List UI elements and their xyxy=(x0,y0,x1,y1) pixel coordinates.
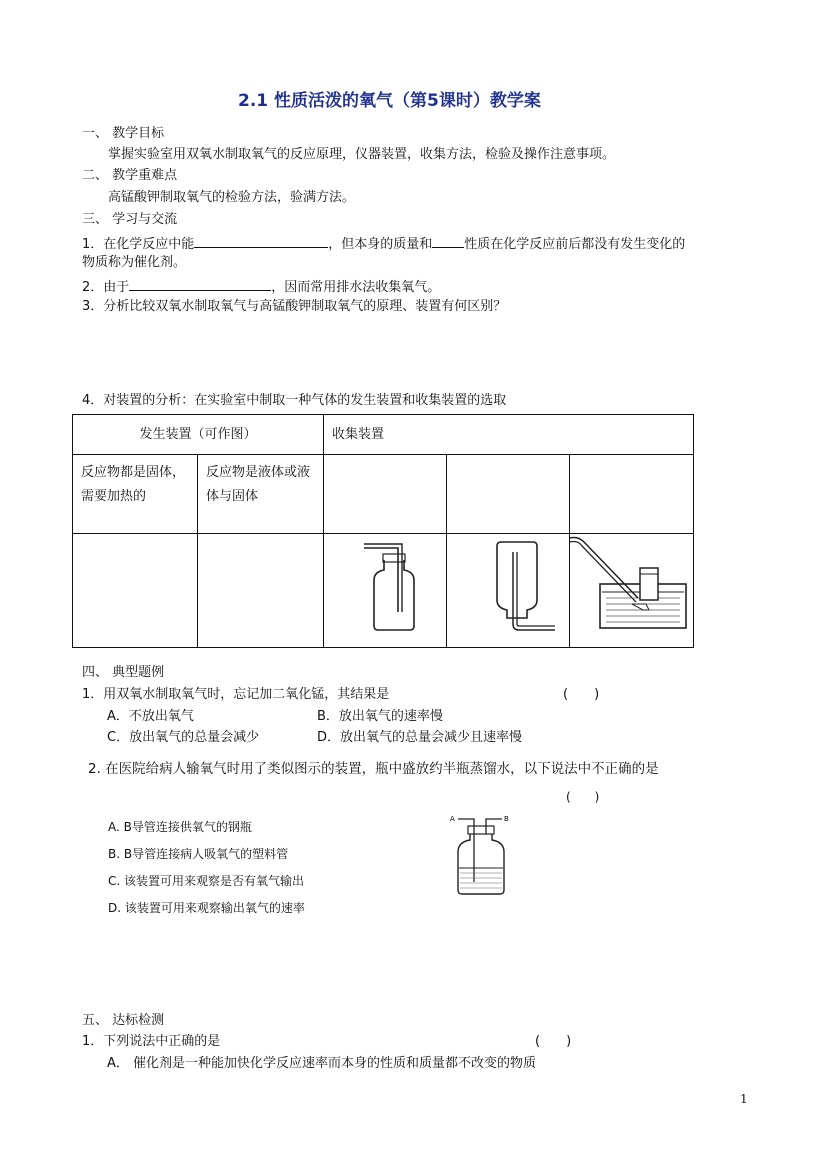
example-2-option-c: C. 该装置可用来观察是否有氧气输出 xyxy=(108,874,305,888)
tube-a-label: A xyxy=(450,815,455,823)
question-2-part-a: 2．由于 xyxy=(82,280,130,295)
question-1-line xyxy=(82,233,685,254)
question-1-part-c: 性质在化学反应前后都没有发生变化的 xyxy=(464,237,686,252)
example-1-option-d: D．放出氧气的总量会减少且速率慢 xyxy=(317,730,523,745)
tube-b-label: B xyxy=(504,815,509,823)
example-1-option-a: A．不放出氧气 xyxy=(107,709,194,724)
example-2-option-b: B. B导管连接病人吸氧气的塑料管 xyxy=(108,847,289,861)
example-2-option-a: A. B导管连接供氧气的钢瓶 xyxy=(108,820,252,834)
example-2-answer-bracket[interactable]: ( ) xyxy=(566,790,600,804)
generator-header: 发生装置（可作图） xyxy=(139,426,257,442)
downward-air-displacement-bottle-image xyxy=(447,534,569,638)
example-1-option-b: B．放出氧气的速率慢 xyxy=(317,709,443,724)
collector-cell xyxy=(324,455,447,534)
section-heading-objectives: 一、 教学目标 xyxy=(82,126,165,141)
generator-liquid-cell xyxy=(198,455,324,534)
page-title: 2.1 性质活泼的氧气（第5课时）教学案 xyxy=(238,91,541,111)
objectives-text: 掌握实验室用双氧水制取氧气的反应原理，仪器装置，收集方法，检验及操作注意事项。 xyxy=(108,147,616,162)
water-displacement-collection-image xyxy=(570,534,693,638)
generator-solid-heat-cell xyxy=(73,455,198,534)
example-2-question: 2. 在医院给病人输氧气时用了类似图示的装置，瓶中盛放约半瓶蒸馏水，以下说法中不正确的是 xyxy=(88,761,659,777)
assessment-1-question: 1．下列说法中正确的是 xyxy=(82,1034,221,1049)
collector-cell xyxy=(447,455,570,534)
key-points-text: 高锰酸钾制取氧气的检验方法，验满方法。 xyxy=(108,190,356,205)
section-heading-assessment: 五、 达标检测 xyxy=(82,1013,165,1028)
upward-air-displacement-bottle-image xyxy=(324,534,446,638)
section-heading-examples: 四、 典型题例 xyxy=(82,665,165,680)
question-1-part-a: 1．在化学反应中能 xyxy=(82,237,195,252)
assessment-1-answer-bracket[interactable]: ( ) xyxy=(535,1034,572,1049)
example-1-question: 1．用双氧水制取氧气时，忘记加二氧化锰，其结果是 xyxy=(82,687,390,702)
answer-blank[interactable] xyxy=(194,233,328,248)
answer-blank[interactable] xyxy=(432,233,464,248)
generator-solid-heat: 反应物都是固体，需要加热的 xyxy=(81,465,186,504)
question-1-continued: 物质称为催化剂。 xyxy=(82,255,187,270)
generator-drawing-cell xyxy=(73,534,198,648)
question-4: 4．对装置的分析：在实验室中制取一种气体的发生装置和收集装置的选取 xyxy=(82,393,507,408)
assessment-1-option-a: A． 催化剂是一种能加快化学反应速率而本身的性质和质量都不改变的物质 xyxy=(107,1056,537,1071)
collector-header: 收集装置 xyxy=(332,426,385,442)
question-2-part-b: ，因而常用排水法收集氧气。 xyxy=(271,280,441,295)
section-heading-learning: 三、 学习与交流 xyxy=(82,212,178,227)
apparatus-table xyxy=(72,414,694,648)
question-3: 3．分析比较双氧水制取氧气与高锰酸钾制取氧气的原理、装置有何区别？ xyxy=(82,299,507,314)
collector-header-cell xyxy=(324,415,694,455)
collector-cell xyxy=(570,455,694,534)
answer-blank[interactable] xyxy=(129,276,271,291)
upward-air-collection-cell xyxy=(324,534,447,648)
example-1-option-c: C．放出氧气的总量会减少 xyxy=(107,730,260,745)
section-heading-key-points: 二、 教学重难点 xyxy=(82,168,178,183)
oxygen-humidifier-bottle-image xyxy=(446,812,516,896)
downward-air-collection-cell xyxy=(447,534,570,648)
question-2-line xyxy=(82,276,440,297)
generator-liquid: 反应物是液体或液体与固体 xyxy=(206,465,311,504)
generator-header-cell xyxy=(73,415,324,455)
example-2-option-d: D. 该装置可用来观察输出氧气的速率 xyxy=(108,901,305,915)
question-1-part-b: ，但本身的质量和 xyxy=(328,237,433,252)
example-1-answer-bracket[interactable]: ( ) xyxy=(563,687,600,702)
generator-drawing-cell xyxy=(198,534,324,648)
page-number: 1 xyxy=(740,1092,748,1106)
water-collection-cell xyxy=(570,534,694,648)
